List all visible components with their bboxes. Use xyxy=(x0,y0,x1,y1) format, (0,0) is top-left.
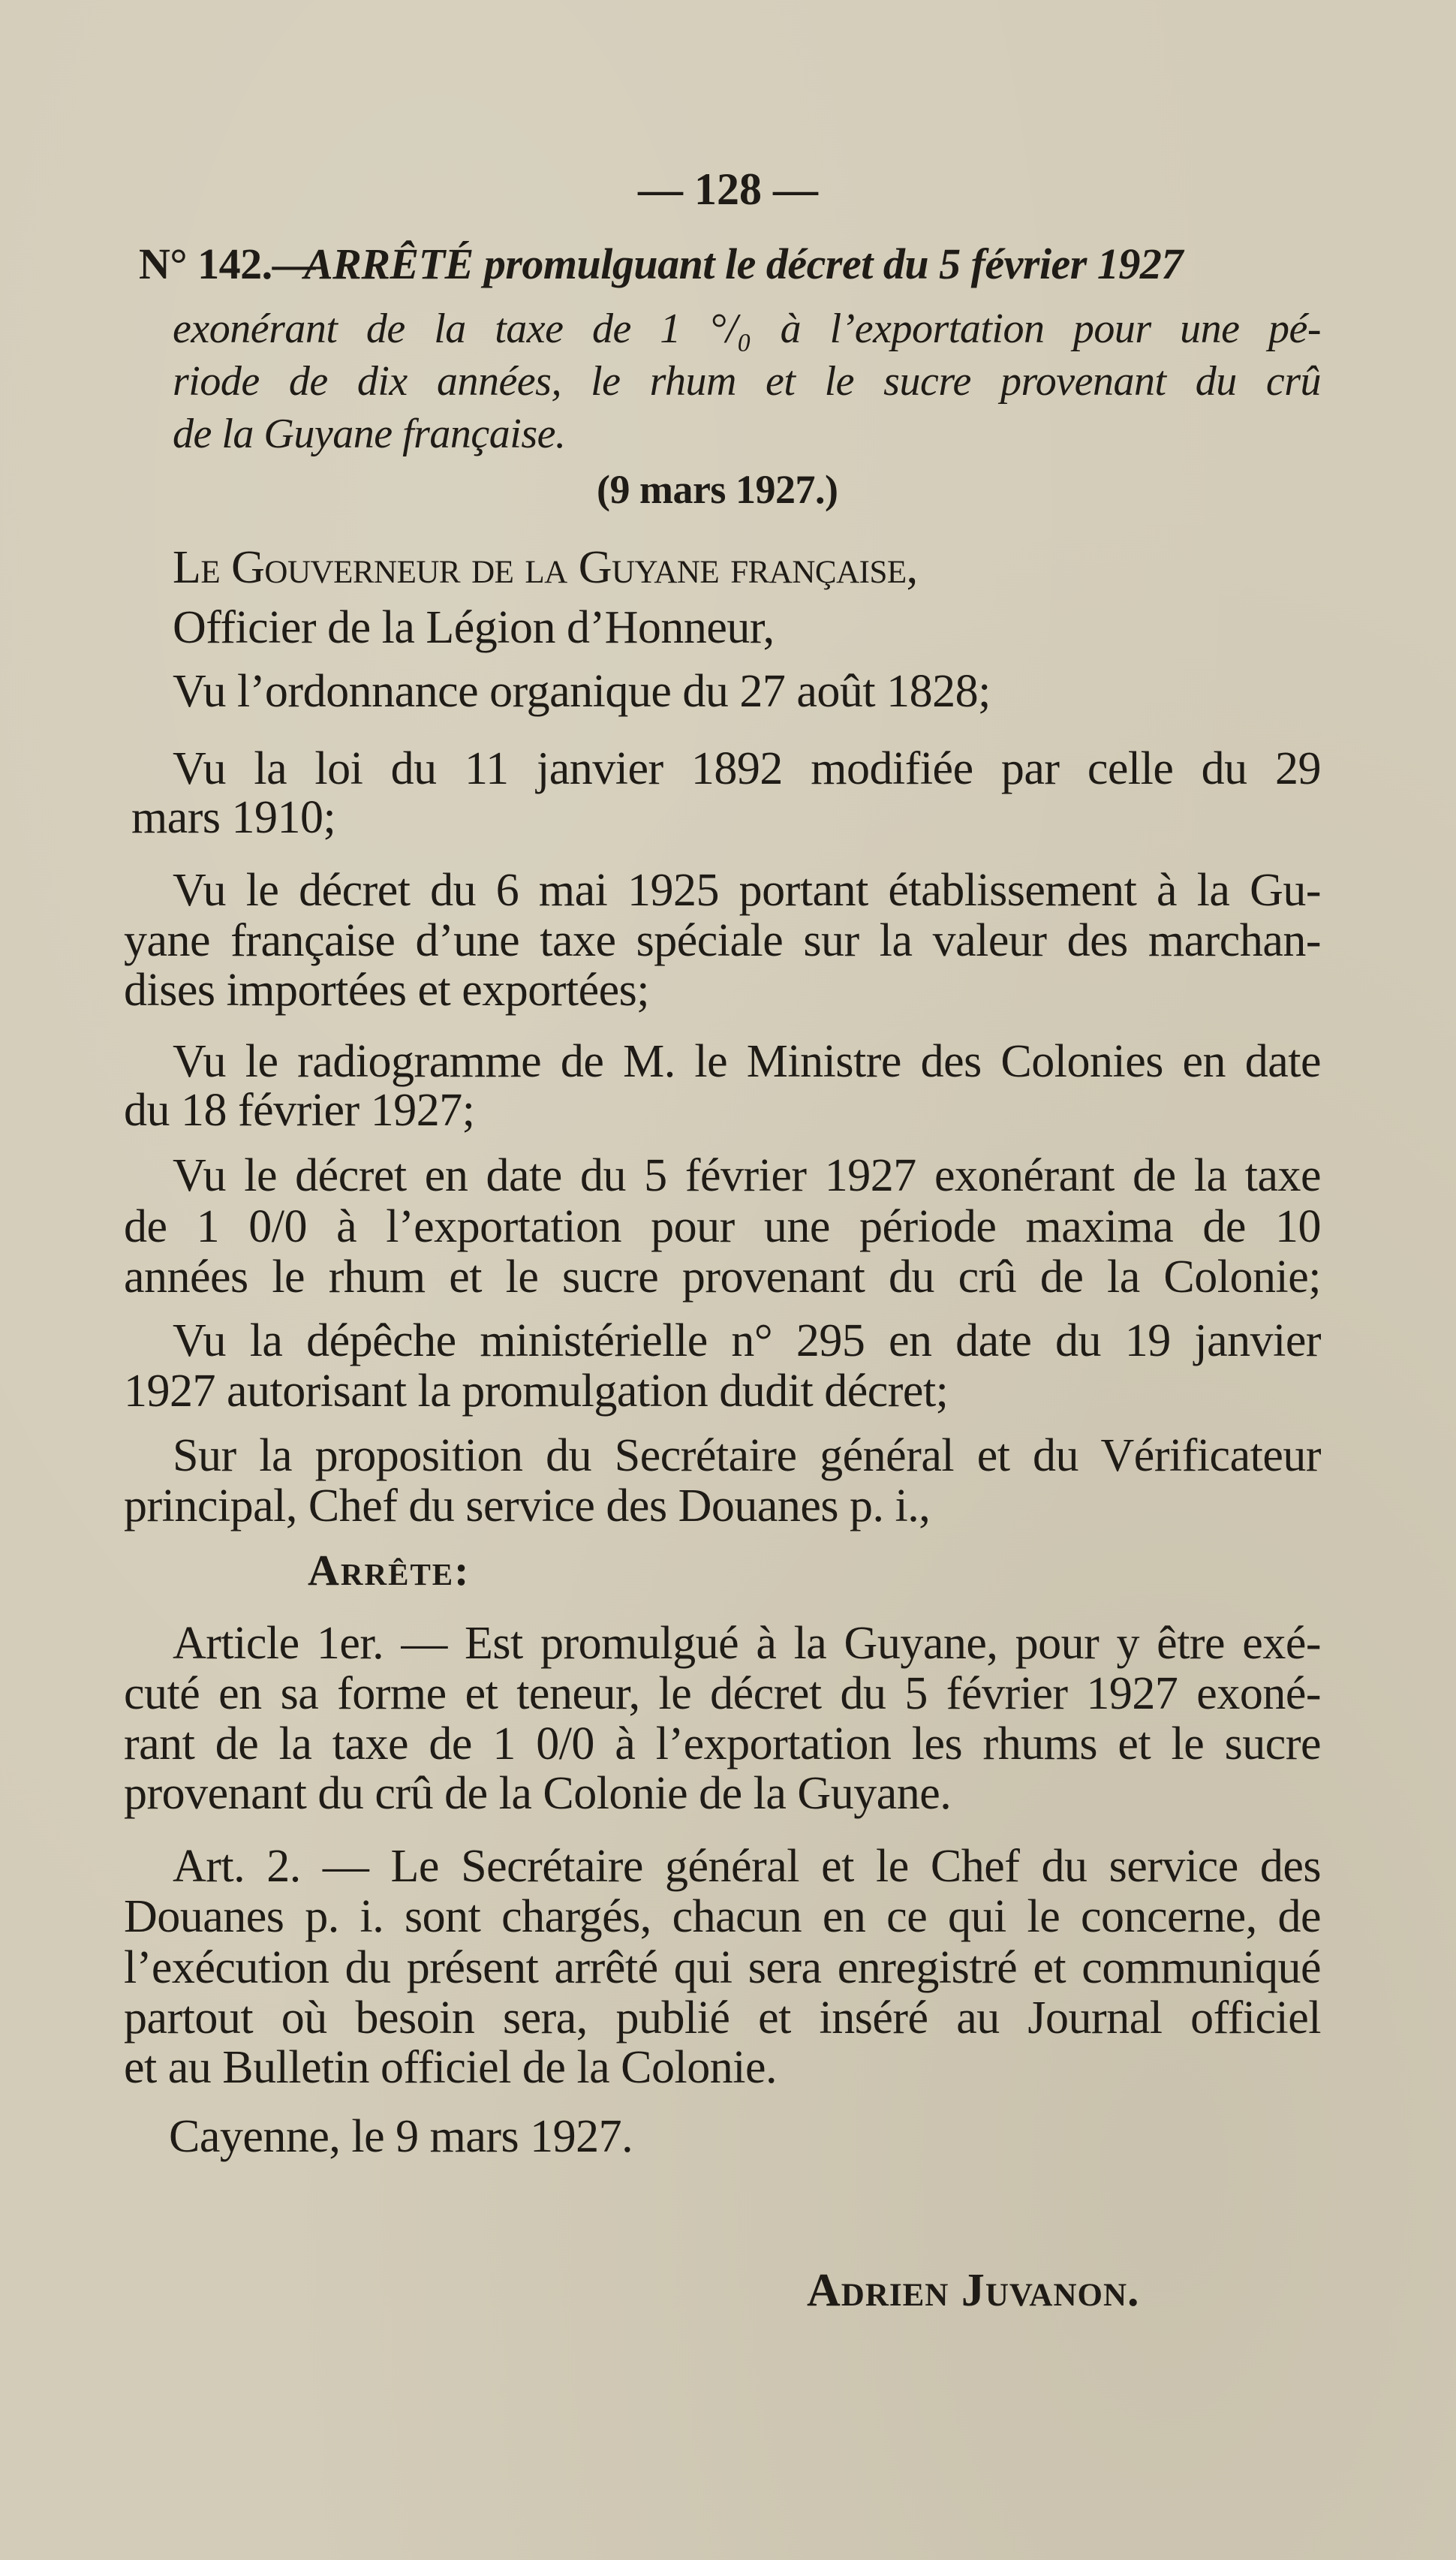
heading-number: N° 142.— xyxy=(139,239,316,288)
heading-line-4: de la Guyane française. xyxy=(173,411,566,457)
article-1-line-4: provenant du crû de la Colonie de la Guyane. xyxy=(124,1768,952,1819)
page-number: — 128 — xyxy=(638,164,818,214)
decret-1925-line-2: yane française d’une taxe spéciale sur la valeur des marchan- xyxy=(124,915,1321,966)
signature: Adrien Juvanon. xyxy=(807,2265,1140,2316)
heading-line-1: ARRÊTÉ promulguant le décret du 5 février 1927 xyxy=(304,239,1183,288)
proposition-line-2: principal, Chef du service des Douanes p. i., xyxy=(124,1480,931,1531)
decret-1927-line-1: Vu le décret en date du 5 février 1927 exonérant de la taxe xyxy=(173,1150,1321,1201)
arrete-heading: Arrête: xyxy=(308,1546,471,1595)
depeche-line-2: 1927 autorisant la promulgation dudit décret; xyxy=(124,1366,949,1417)
article-2-line-1: Art. 2. — Le Secrétaire général et le Chef du service des xyxy=(173,1841,1321,1892)
article-1-line-2: cuté en sa forme et teneur, le décret du 5 février 1927 exoné- xyxy=(124,1668,1321,1719)
decree-date: (9 mars 1927.) xyxy=(597,467,838,512)
officer-title: Officier de la Légion d’Honneur, xyxy=(173,602,775,653)
governor-title: Le Gouverneur de la Guyane française, xyxy=(173,542,918,593)
radiogramme-line-2: du 18 février 1927; xyxy=(124,1085,475,1136)
heading-line-3: riode de dix années, le rhum et le sucre provenant du crû xyxy=(173,358,1321,405)
loi-1892-line-2: mars 1910; xyxy=(131,792,336,843)
decret-1927-line-3: années le rhum et le sucre provenant du crû de la Colonie; xyxy=(124,1251,1321,1303)
decret-1927-line-2: de 1 0/0 à l’exportation pour une période maxima de 10 xyxy=(124,1201,1321,1252)
loi-1892-line-1: Vu la loi du 11 janvier 1892 modifiée par celle du 29 xyxy=(173,743,1321,794)
article-1-line-1: Article 1er. — Est promulgué à la Guyane, pour y être exé- xyxy=(173,1618,1321,1669)
article-2-line-2: Douanes p. i. sont chargés, chacun en ce qui le concerne, de xyxy=(124,1891,1321,1942)
article-1-line-3: rant de la taxe de 1 0/0 à l’exportation les rhums et le sucre xyxy=(124,1718,1321,1769)
decret-1925-line-3: dises importées et exportées; xyxy=(124,965,650,1016)
article-2-line-5: et au Bulletin officiel de la Colonie. xyxy=(124,2042,778,2093)
proposition-line-1: Sur la proposition du Secrétaire général et du Vérificateur xyxy=(173,1430,1321,1481)
radiogramme-line-1: Vu le radiogramme de M. le Ministre des Colonies en date xyxy=(173,1036,1321,1087)
article-2-line-4: partout où besoin sera, publié et inséré au Journal officiel xyxy=(124,1992,1321,2043)
heading-line-2: exonérant de la taxe de 1 °/₀ à l’exportation pour une pé- xyxy=(173,306,1321,352)
decret-1925-line-1: Vu le décret du 6 mai 1925 portant établissement à la Gu- xyxy=(173,865,1321,916)
place-date: Cayenne, le 9 mars 1927. xyxy=(169,2111,633,2162)
ordonnance-ref: Vu l’ordonnance organique du 27 août 1828; xyxy=(173,666,991,717)
article-2-line-3: l’exécution du présent arrêté qui sera enregistré et communiqué xyxy=(124,1942,1321,1993)
depeche-line-1: Vu la dépêche ministérielle n° 295 en date du 19 janvier xyxy=(173,1315,1321,1366)
